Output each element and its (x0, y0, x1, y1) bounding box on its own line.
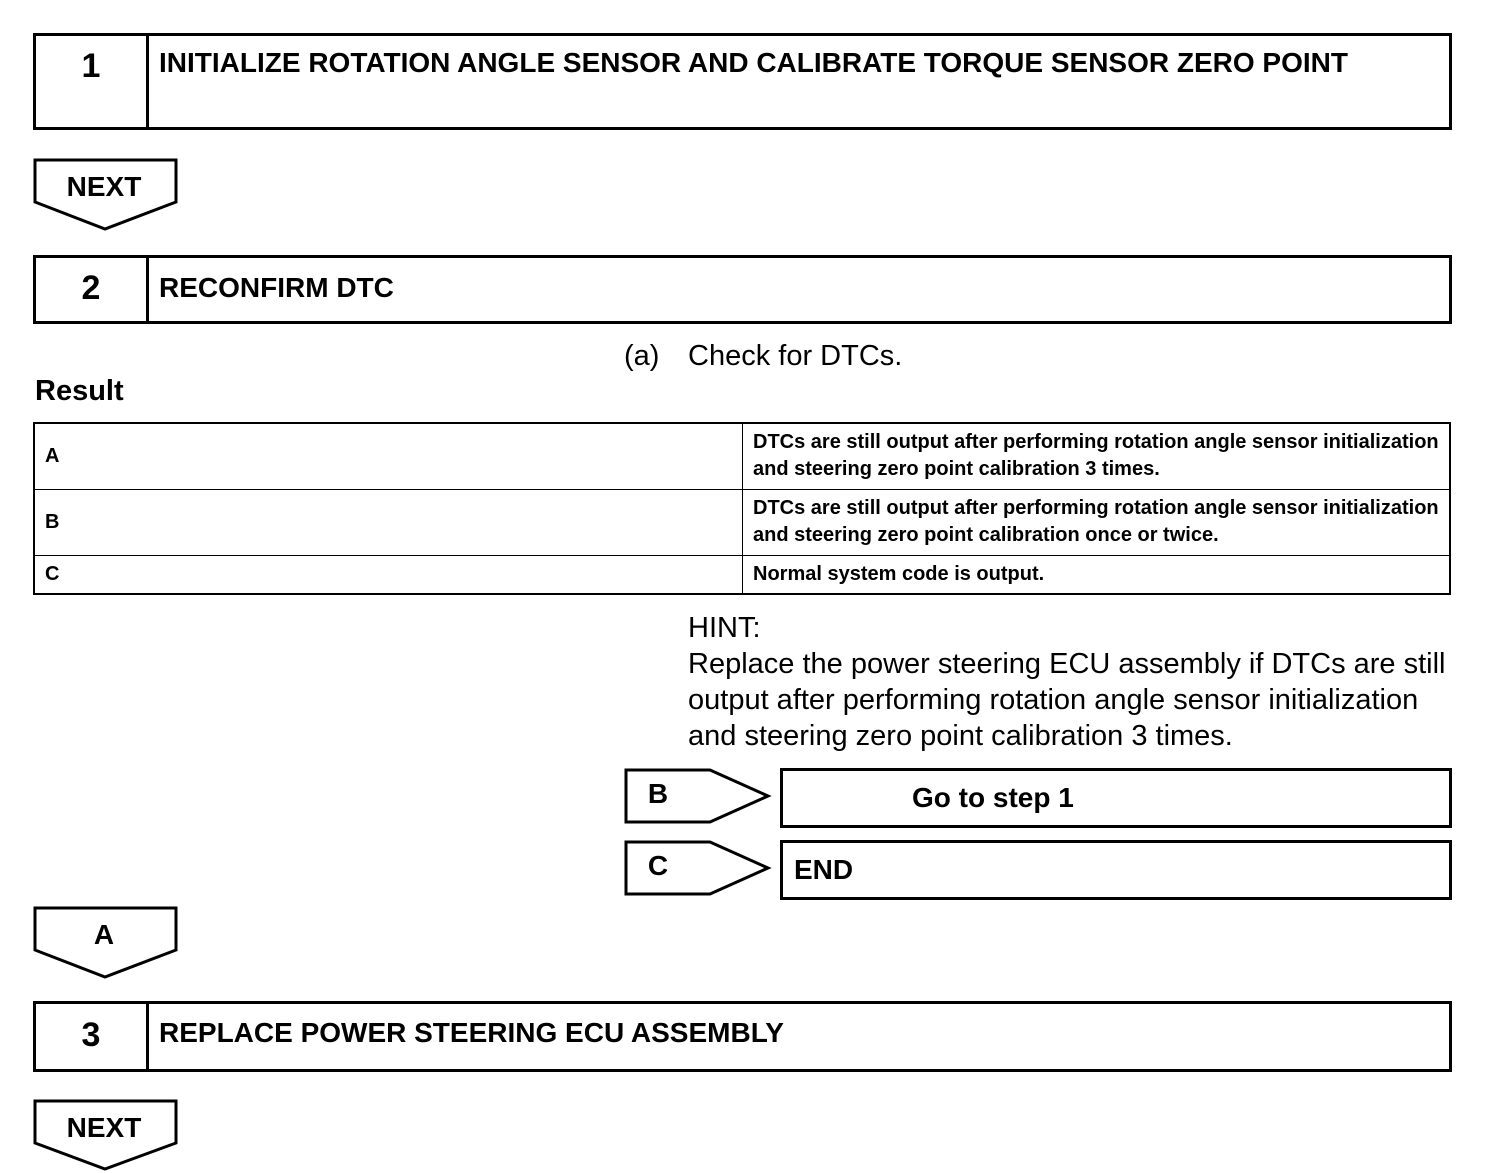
step-number: 1 (36, 36, 149, 127)
result-description: Normal system code is output. (743, 555, 1451, 594)
branch-code: C (647, 850, 669, 881)
step-1-box (33, 33, 1452, 130)
table-row (34, 555, 1450, 594)
branch-c (624, 840, 1452, 896)
next-arrow (33, 1099, 179, 1173)
step-number: 3 (36, 1004, 149, 1069)
step-title: REPLACE POWER STEERING ECU ASSEMBLY (159, 1017, 784, 1048)
hint-label: HINT: (688, 612, 761, 644)
result-code: A (34, 423, 743, 489)
table-row (34, 489, 1450, 555)
branch-target-text: Go to step 1 (912, 782, 1074, 813)
branch-target-box (780, 840, 1452, 900)
step-title: RECONFIRM DTC (159, 272, 394, 303)
instruction-marker: (a) (624, 340, 660, 372)
branch-b (624, 768, 1452, 824)
branch-target-text: END (794, 854, 854, 885)
result-table (33, 422, 1451, 595)
step-3-box (33, 1001, 1452, 1072)
next-arrow (33, 158, 179, 232)
branch-code: B (647, 778, 669, 809)
result-heading: Result (35, 375, 124, 407)
instruction-text: Check for DTCs. (688, 340, 903, 372)
a-label: A (93, 919, 115, 950)
next-label: NEXT (66, 171, 142, 202)
result-code: B (34, 489, 743, 555)
next-label: NEXT (66, 1112, 142, 1143)
result-description: DTCs are still output after performing rotation angle sensor initialization and steering zero point calibration once or twice. (743, 489, 1451, 555)
step-2-box (33, 255, 1452, 324)
step-title: INITIALIZE ROTATION ANGLE SENSOR AND CALIBRATE TORQUE SENSOR ZERO POINT (159, 47, 1348, 78)
hint-text: Replace the power steering ECU assembly if DTCs are still output after performing rotation angle sensor initialization and steering zero point calibration 3 times. (688, 648, 1446, 752)
table-row (34, 423, 1450, 489)
branch-target-box (780, 768, 1452, 828)
step-number: 2 (36, 258, 149, 321)
a-arrow (33, 906, 179, 980)
result-description: DTCs are still output after performing rotation angle sensor initialization and steering zero point calibration 3 times. (743, 423, 1451, 489)
result-code: C (34, 555, 743, 594)
